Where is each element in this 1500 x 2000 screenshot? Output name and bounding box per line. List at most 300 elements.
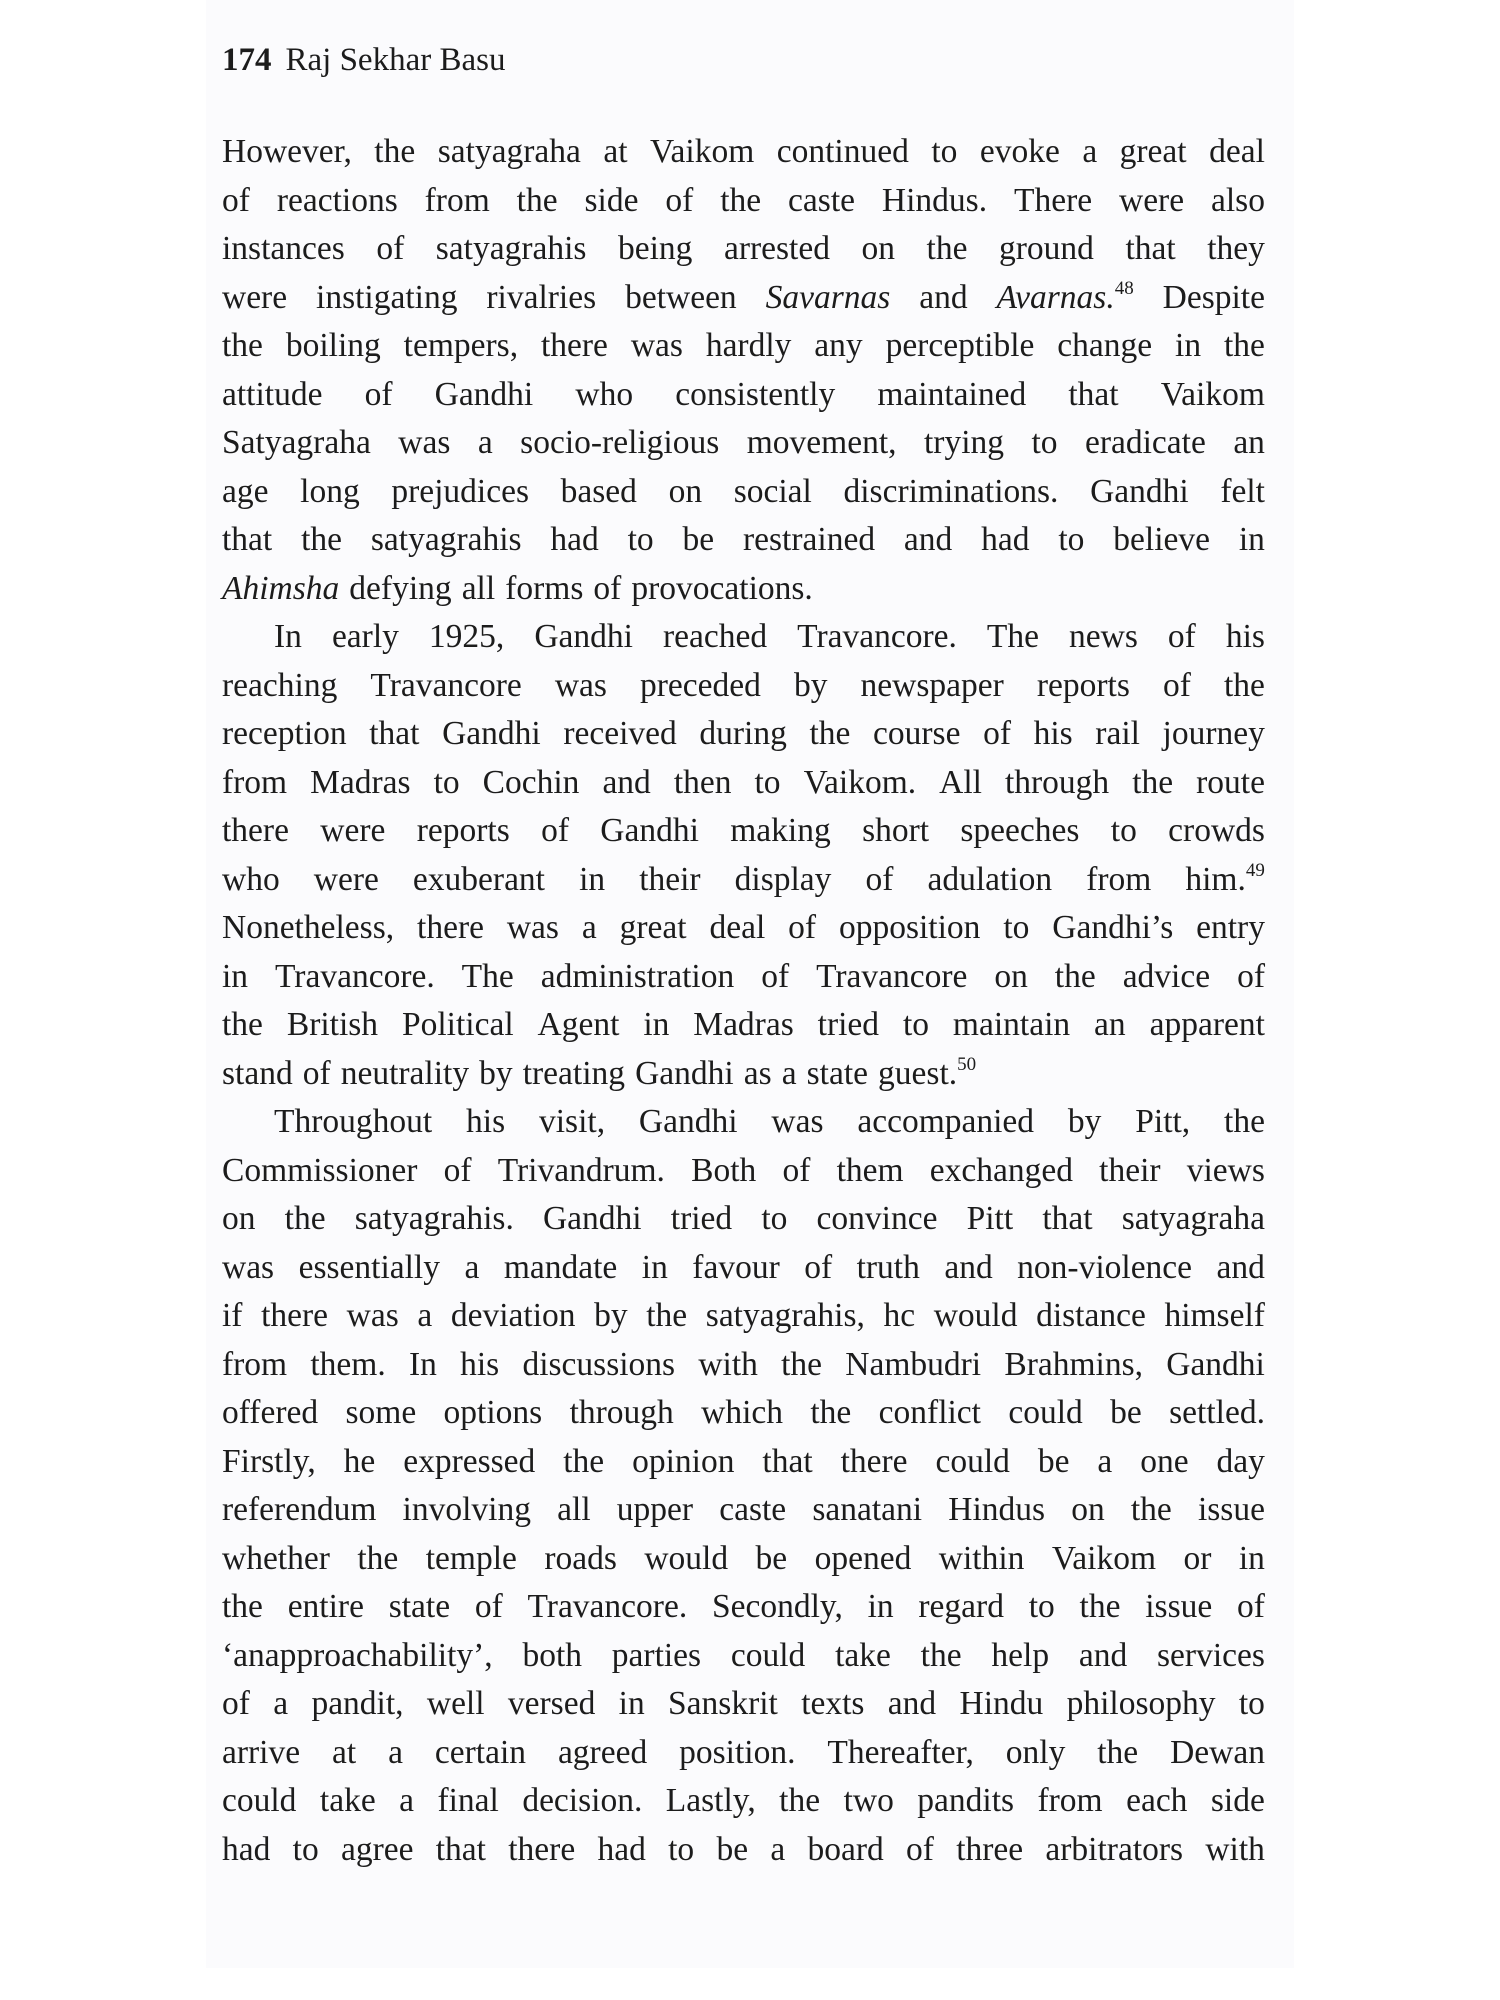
word: also <box>1211 181 1265 219</box>
word: by <box>1067 1103 1102 1140</box>
word: all <box>557 1491 591 1528</box>
word: the <box>1097 1733 1139 1771</box>
word: journey <box>1162 715 1265 752</box>
paragraph <box>222 613 1265 1098</box>
word: were <box>222 278 288 316</box>
word: an <box>1233 424 1265 461</box>
word: the <box>809 715 851 752</box>
word: there <box>540 327 608 364</box>
word: satyagrahis, <box>705 1297 865 1334</box>
italic-term: Savarnas <box>765 278 891 316</box>
text-line <box>222 1292 1265 1341</box>
word: the <box>284 1200 326 1237</box>
word: a <box>399 1782 415 1819</box>
text-line <box>222 953 1265 1002</box>
word: Nambudri <box>845 1345 982 1383</box>
word: 1925, <box>428 618 505 655</box>
word: caste <box>719 1491 787 1528</box>
text-line <box>222 1341 1265 1390</box>
word: provocations. <box>631 569 813 607</box>
word: on <box>1071 1491 1105 1528</box>
word: by <box>594 1297 628 1334</box>
word: some <box>345 1394 417 1431</box>
word: exuberant <box>412 860 545 898</box>
word: day <box>1216 1442 1265 1480</box>
word: Throughout <box>274 1103 433 1140</box>
word: Satyagraha <box>222 424 371 461</box>
word: parties <box>611 1636 702 1674</box>
word: agree <box>340 1830 414 1868</box>
word: arbitrators <box>1045 1830 1184 1868</box>
word: that <box>1042 1200 1093 1237</box>
word: Gandhi <box>1090 472 1189 510</box>
word: any <box>814 327 863 364</box>
word: then <box>673 763 732 801</box>
word: could <box>935 1442 1010 1480</box>
word: Vaikom <box>650 133 755 170</box>
word: would <box>644 1539 729 1577</box>
word: issue <box>1145 1588 1213 1625</box>
word: there <box>508 1830 576 1868</box>
word: in <box>641 1248 668 1286</box>
word: had <box>222 1830 271 1868</box>
word: issue <box>1197 1491 1265 1528</box>
word: the <box>222 1006 263 1043</box>
word: Dewan <box>1170 1733 1265 1771</box>
word: two <box>843 1782 894 1819</box>
word: that <box>1125 230 1176 267</box>
word: discussions <box>522 1345 676 1383</box>
word: visit, <box>538 1103 606 1140</box>
author-name: Raj Sekhar Basu <box>285 42 506 78</box>
word: However, <box>222 133 352 170</box>
word: his <box>1033 715 1073 752</box>
word: satyagrahis <box>370 521 522 558</box>
word: Thereafter, <box>827 1733 974 1771</box>
text-line <box>222 1632 1265 1681</box>
word: state <box>806 1054 868 1092</box>
word: that <box>222 521 273 558</box>
word: in <box>867 1588 894 1625</box>
text-line <box>222 613 1265 662</box>
word: the <box>920 1636 962 1674</box>
word: or <box>1183 1539 1212 1577</box>
word: as <box>743 1054 772 1092</box>
word: course <box>873 715 961 752</box>
word: There <box>1013 181 1093 219</box>
word: Travancore <box>816 957 968 995</box>
word: the <box>810 1394 852 1431</box>
word: on <box>861 230 896 267</box>
word: all <box>461 569 496 607</box>
text-line <box>222 1777 1265 1826</box>
word: treating <box>522 1054 626 1092</box>
word: them. <box>310 1345 386 1383</box>
word: through <box>1004 763 1110 801</box>
word: services <box>1157 1636 1265 1674</box>
text-line <box>222 1195 1265 1244</box>
word: of <box>302 1054 331 1092</box>
word: hardly <box>705 327 792 364</box>
word: Gandhi <box>600 812 699 849</box>
word: Pitt <box>966 1200 1014 1237</box>
word: to <box>292 1830 319 1868</box>
word: instances <box>222 230 345 267</box>
word: Vaikom <box>1160 375 1265 413</box>
word: neutrality <box>340 1054 470 1092</box>
word: Hindu <box>959 1685 1044 1722</box>
word: In <box>408 1345 437 1383</box>
word: three <box>956 1830 1024 1868</box>
word: being <box>618 230 693 267</box>
word: at <box>603 133 628 170</box>
word: settled. <box>1169 1394 1265 1431</box>
word: be <box>1110 1394 1142 1431</box>
word: the <box>646 1297 688 1334</box>
text-line <box>222 516 1265 565</box>
text-line <box>222 1826 1265 1875</box>
word: crowds <box>1168 812 1265 849</box>
word: socio-religious <box>520 424 720 461</box>
word: they <box>1207 230 1265 267</box>
word: to <box>1003 909 1030 946</box>
word: reached <box>662 618 768 655</box>
word: arrested <box>723 230 830 267</box>
word: offered <box>222 1394 319 1431</box>
word: speeches <box>960 812 1080 849</box>
word: Hindus <box>948 1491 1046 1528</box>
word: in <box>579 860 606 898</box>
word: the <box>1223 666 1265 704</box>
word: to <box>668 1830 695 1868</box>
word: was <box>771 1103 824 1140</box>
word: philosophy <box>1066 1685 1216 1722</box>
word: reactions <box>276 181 398 219</box>
word: board <box>807 1830 884 1868</box>
footnote-ref[interactable]: 50 <box>957 1053 977 1075</box>
word: and <box>903 521 953 558</box>
word: a <box>464 1248 480 1286</box>
word: distance <box>1036 1297 1146 1334</box>
word: was <box>222 1248 275 1286</box>
word: opinion <box>632 1442 735 1480</box>
word: Secondly, <box>711 1588 843 1625</box>
word: Gandhi <box>534 618 633 655</box>
word: making <box>730 812 831 849</box>
word: only <box>1005 1733 1066 1771</box>
word: the <box>779 1782 821 1819</box>
text-line <box>222 1486 1265 1535</box>
text-line <box>222 856 1265 905</box>
word: forms <box>505 569 584 607</box>
word: of <box>364 375 393 413</box>
word: which <box>701 1394 784 1431</box>
word: the <box>1079 1588 1121 1625</box>
word: expressed <box>403 1442 536 1480</box>
word: Sanskrit <box>668 1685 778 1722</box>
word: were <box>320 812 386 849</box>
word: be <box>1037 1442 1070 1480</box>
word: discriminations. <box>843 472 1059 510</box>
text-line <box>222 1050 1265 1099</box>
word <box>222 565 339 614</box>
text-line <box>222 1244 1265 1293</box>
word: eradicate <box>1084 424 1206 461</box>
word: that <box>762 1442 813 1480</box>
word: roads <box>544 1539 617 1577</box>
word: who <box>575 375 634 413</box>
word: in <box>222 957 249 995</box>
word: conflict <box>878 1394 981 1431</box>
word: Madras <box>310 763 411 801</box>
word: of <box>376 230 405 267</box>
word: restrained <box>743 521 876 558</box>
word: Travancore. <box>527 1588 688 1625</box>
word: one <box>1140 1442 1189 1480</box>
word: a <box>477 424 493 461</box>
word: versed <box>507 1685 596 1722</box>
word: deal <box>709 909 766 946</box>
word: opened <box>814 1539 912 1577</box>
word: within <box>938 1539 1025 1577</box>
word: would <box>933 1297 1018 1334</box>
word: an <box>1094 1006 1126 1043</box>
word: reports <box>1036 666 1130 704</box>
word: on <box>222 1200 256 1237</box>
text-line <box>222 371 1265 420</box>
word: mandate <box>503 1248 618 1286</box>
word: arrive <box>222 1733 301 1771</box>
text-line <box>222 128 1265 177</box>
word: be <box>716 1830 749 1868</box>
word: deviation <box>450 1297 576 1334</box>
word: ‘anapproachability’, <box>222 1636 493 1674</box>
word: defying <box>349 569 452 607</box>
word: could <box>730 1636 806 1674</box>
text-line <box>222 1583 1265 1632</box>
word: be <box>755 1539 788 1577</box>
word: news <box>1069 618 1138 655</box>
word: Both <box>691 1151 757 1189</box>
word: Gandhi <box>638 1103 738 1140</box>
word: of <box>983 715 1011 752</box>
word: Political <box>401 1006 514 1043</box>
text-line <box>222 419 1265 468</box>
word: received <box>563 715 677 752</box>
word: of <box>865 860 894 898</box>
word: to <box>754 763 781 801</box>
word: could <box>1008 1394 1083 1431</box>
word: Despite <box>1162 278 1265 316</box>
word: side <box>1210 1782 1265 1819</box>
word: was <box>506 909 559 946</box>
word: advice <box>1122 957 1211 995</box>
footnote-ref[interactable]: 49 <box>1245 859 1265 881</box>
word: each <box>1126 1782 1188 1819</box>
word: display <box>734 860 832 898</box>
word: take <box>835 1636 891 1674</box>
word: Pitt, <box>1135 1103 1191 1140</box>
word: age <box>222 472 269 510</box>
word: was <box>554 666 607 704</box>
word: Gandhi <box>442 715 541 752</box>
word: him.$^{49}$ <box>1185 859 1265 898</box>
word: between <box>625 278 737 316</box>
word: there <box>222 812 289 849</box>
word: texts <box>801 1685 865 1722</box>
word: to <box>1110 812 1137 849</box>
word: of <box>443 1151 472 1189</box>
word: of <box>665 181 694 219</box>
word: the <box>301 521 343 558</box>
word: Travancore. <box>797 618 957 655</box>
word: a <box>1097 1442 1113 1480</box>
word: whether <box>222 1539 330 1577</box>
word: the <box>357 1539 399 1577</box>
word: help <box>991 1636 1050 1674</box>
word: long <box>300 472 360 510</box>
word: Gandhi <box>635 1054 734 1092</box>
text-line <box>222 225 1265 274</box>
word: great <box>619 909 687 946</box>
word: a <box>581 909 597 946</box>
text-line <box>222 1001 1265 1050</box>
word: social <box>733 472 812 510</box>
text-line <box>222 565 1265 614</box>
word: deal <box>1209 133 1265 170</box>
word: of <box>1237 957 1265 995</box>
word: Agent <box>537 1006 620 1043</box>
word: ground <box>999 230 1094 267</box>
word: to <box>761 1200 788 1237</box>
text-line <box>222 1147 1265 1196</box>
word: upper <box>616 1491 694 1528</box>
word: his <box>1225 618 1265 655</box>
word: reception <box>222 715 347 752</box>
word: if <box>222 1297 243 1334</box>
word: from <box>424 181 490 219</box>
word: to <box>433 763 460 801</box>
word: he <box>343 1442 376 1480</box>
footnote-ref[interactable]: 48 <box>1114 277 1134 299</box>
word: a <box>417 1297 433 1334</box>
word: British <box>286 1006 379 1043</box>
word: them <box>836 1151 904 1189</box>
text-line <box>222 177 1265 226</box>
text-line <box>222 1729 1265 1778</box>
word: to <box>902 1006 930 1043</box>
text-line <box>222 1680 1265 1729</box>
word <box>997 274 1134 323</box>
text-line <box>222 1389 1265 1438</box>
word: administration <box>540 957 735 995</box>
word: newspaper <box>860 666 1004 704</box>
word: a <box>388 1733 403 1771</box>
word: non-violence <box>1017 1248 1193 1286</box>
word: final <box>437 1782 499 1819</box>
paragraph <box>222 1098 1265 1874</box>
text-line <box>222 468 1265 517</box>
word: continued <box>776 133 909 170</box>
word: a <box>1082 133 1098 170</box>
word: consistently <box>675 375 836 413</box>
word: route <box>1196 763 1265 801</box>
word: was <box>346 1297 399 1334</box>
word: of <box>1236 1588 1265 1625</box>
word: caste <box>788 181 855 219</box>
word: of <box>222 1685 250 1722</box>
word: himself <box>1164 1297 1265 1334</box>
word: referendum <box>222 1491 377 1528</box>
word: take <box>319 1782 376 1819</box>
word: decision. <box>522 1782 643 1819</box>
word: and <box>887 1685 937 1722</box>
word: Brahmins, <box>1004 1345 1144 1383</box>
word: were <box>1119 181 1185 219</box>
word: the <box>926 230 968 267</box>
word: stand <box>222 1054 293 1092</box>
text-line <box>222 662 1265 711</box>
word: the <box>516 181 558 219</box>
text-line <box>222 322 1265 371</box>
word: to <box>1028 1588 1055 1625</box>
word: that <box>1068 375 1119 413</box>
word: The <box>986 618 1039 655</box>
word: on <box>668 472 703 510</box>
word: his <box>466 1103 506 1140</box>
word: reports <box>416 812 510 849</box>
word: great <box>1119 133 1187 170</box>
word: with <box>1205 1830 1265 1868</box>
word: in <box>1238 521 1265 558</box>
word: hc <box>883 1297 916 1334</box>
word: with <box>698 1345 758 1383</box>
word: from <box>1037 1782 1103 1819</box>
word: rail <box>1095 715 1140 752</box>
word: views <box>1186 1151 1265 1189</box>
word: the <box>1224 1103 1265 1140</box>
word: agreed <box>557 1733 648 1771</box>
word: that <box>435 1830 486 1868</box>
word: and <box>602 763 651 801</box>
word <box>766 274 891 323</box>
word: state <box>388 1588 451 1625</box>
word: of <box>593 569 622 607</box>
word: essentially <box>298 1248 440 1286</box>
word: preceded <box>640 666 761 704</box>
word: in <box>643 1006 670 1043</box>
word: maintained <box>877 375 1027 413</box>
word: be <box>682 521 715 558</box>
word: evoke <box>979 133 1060 170</box>
word: entire <box>287 1588 364 1625</box>
word: their <box>1099 1151 1161 1189</box>
text-line <box>222 904 1265 953</box>
word: had <box>981 521 1030 558</box>
word: trying <box>923 424 1005 461</box>
word: of <box>1162 666 1191 704</box>
word: perceptible <box>885 327 1035 364</box>
word: Vaikom. <box>803 763 917 801</box>
word: a <box>770 1830 786 1868</box>
text-line <box>222 807 1265 856</box>
word: a <box>273 1685 289 1722</box>
word: early <box>331 618 399 655</box>
text-line <box>222 1535 1265 1584</box>
word: In <box>274 618 302 655</box>
word: there <box>417 909 484 946</box>
word: the <box>1223 327 1265 364</box>
